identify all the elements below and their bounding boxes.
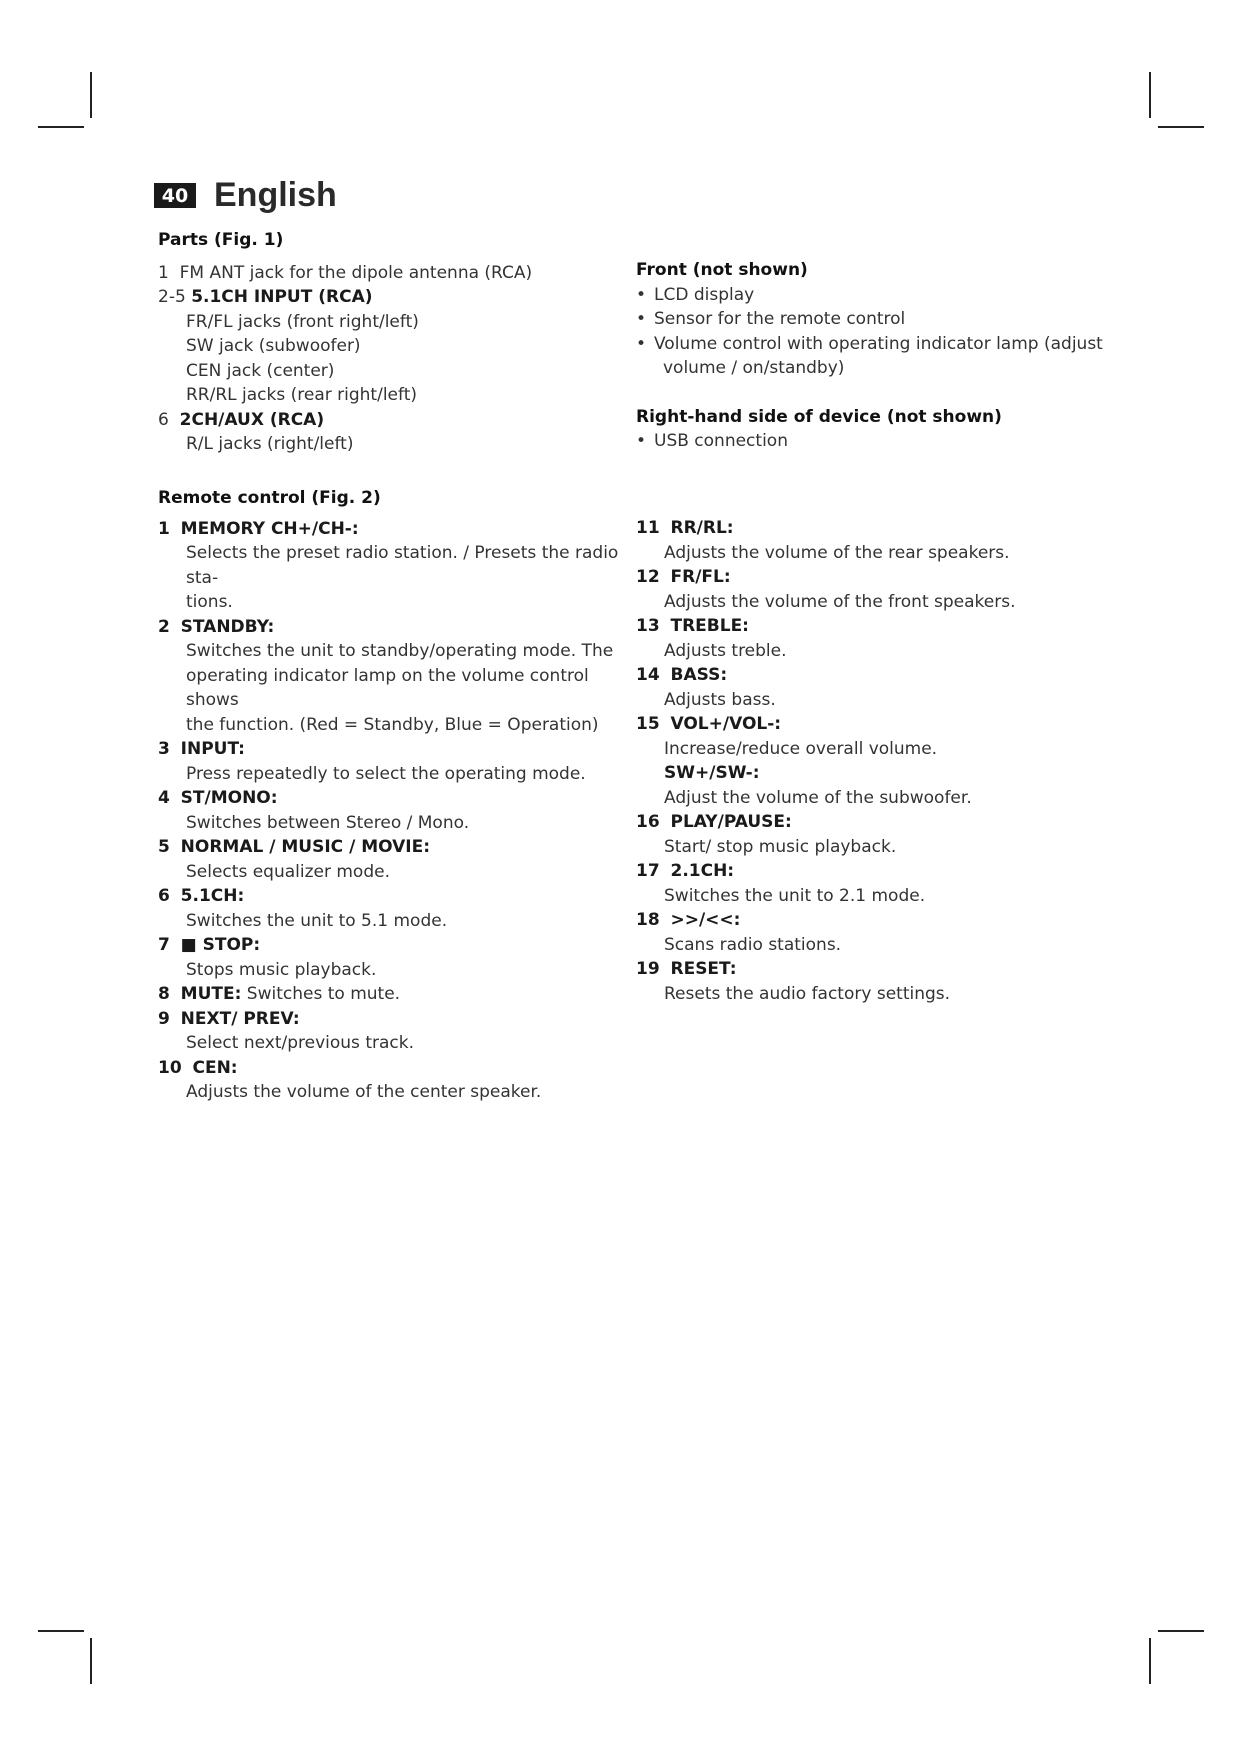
- page-title: English: [214, 176, 337, 214]
- remote-item: [158, 1007, 628, 1056]
- remote-item-number: 7: [158, 935, 170, 955]
- remote-item-desc: Switches the unit to 5.1 mode.: [186, 910, 448, 931]
- crop-mark: [1158, 126, 1204, 128]
- remote-item-label: 5.1CH:: [180, 886, 245, 906]
- remote-item-number: 16: [636, 812, 660, 832]
- crop-mark: [38, 1630, 84, 1632]
- remote-item-head: [158, 786, 628, 811]
- list-item: • Volume control with operating indicator lamp (adjust: [636, 333, 1103, 354]
- remote-item-label: NEXT/ PREV:: [180, 1008, 300, 1029]
- remote-item: [636, 810, 1106, 859]
- crop-mark: [90, 72, 92, 118]
- remote-item: [158, 737, 628, 786]
- remote-item: [636, 761, 1106, 810]
- remote-item-head: [158, 982, 628, 1007]
- remote-item-number: 17: [636, 861, 660, 881]
- remote-item-desc: Increase/reduce overall volume.: [664, 738, 938, 759]
- remote-item-number: 4: [158, 788, 170, 808]
- remote-title: Remote control (Fig. 2): [158, 488, 381, 508]
- crop-mark: [1158, 1630, 1204, 1632]
- remote-item-label: MUTE:: [180, 984, 242, 1004]
- remote-item-number: 19: [636, 959, 660, 979]
- remote-item-head: [636, 908, 1106, 933]
- remote-item: [636, 614, 1106, 663]
- remote-item-label: INPUT:: [180, 739, 245, 759]
- remote-item-label: SW+/SW-:: [664, 763, 760, 783]
- remote-item-number: 11: [636, 518, 660, 538]
- remote-item-number: 5: [158, 837, 170, 857]
- parts-sub: RR/RL jacks (rear right/left): [186, 385, 417, 405]
- remote-item: [158, 884, 628, 933]
- remote-item-head: [636, 614, 1106, 639]
- remote-item-number: 6: [158, 886, 170, 906]
- remote-item-desc: operating indicator lamp on the volume control shows: [186, 665, 589, 710]
- remote-item-desc: Adjust the volume of the subwoofer.: [664, 787, 972, 808]
- remote-item-head: [636, 516, 1106, 541]
- crop-mark: [38, 126, 84, 128]
- remote-item-number: 18: [636, 910, 660, 930]
- remote-item-desc: Switches the unit to 2.1 mode.: [664, 885, 926, 906]
- remote-item-head: [158, 737, 628, 762]
- list-item-cont: volume / on/standby): [663, 358, 845, 378]
- remote-item: [636, 712, 1106, 761]
- remote-item-desc: Stops music playback.: [186, 959, 377, 980]
- remote-item-number: 15: [636, 714, 660, 734]
- remote-item: [158, 1056, 628, 1105]
- remote-item-label: ■ STOP:: [180, 935, 261, 955]
- remote-item-label: RESET:: [670, 959, 737, 979]
- remote-item-label: STANDBY:: [180, 616, 275, 637]
- remote-item-desc: Adjusts bass.: [664, 689, 776, 710]
- remote-item-label: BASS:: [670, 665, 728, 685]
- list-item: • Sensor for the remote control: [636, 309, 906, 329]
- remote-item-head: [636, 663, 1106, 688]
- parts-item-2: 2-5 5.1CH INPUT (RCA): [158, 287, 373, 307]
- parts-item-6: 6 2CH/AUX (RCA): [158, 409, 325, 430]
- remote-item-label: PLAY/PAUSE:: [670, 812, 792, 832]
- parts-sub: CEN jack (center): [186, 360, 335, 381]
- parts-sub: FR/FL jacks (front right/left): [186, 311, 419, 332]
- page-number: 40: [154, 183, 196, 208]
- remote-item-number: 12: [636, 567, 660, 587]
- front-title: Front (not shown): [636, 260, 808, 280]
- remote-item: [636, 565, 1106, 614]
- remote-item-head: [158, 933, 628, 958]
- remote-item-number: 9: [158, 1008, 170, 1029]
- remote-item-head: [158, 835, 628, 860]
- parts-title: Parts (Fig. 1): [158, 230, 284, 250]
- remote-item-desc: Switches to mute.: [246, 984, 401, 1004]
- front-section: [636, 258, 1106, 454]
- remote-item-head: [636, 761, 1106, 786]
- crop-mark: [90, 1638, 92, 1684]
- remote-item-desc: Adjusts the volume of the rear speakers.: [664, 542, 1010, 563]
- remote-item-head: [636, 565, 1106, 590]
- remote-item-number: 14: [636, 665, 660, 685]
- remote-item-label: VOL+/VOL-:: [670, 714, 782, 734]
- remote-item-number: 2: [158, 616, 170, 637]
- remote-item-desc: Resets the audio factory settings.: [664, 983, 951, 1004]
- remote-item-label: CEN:: [192, 1057, 238, 1078]
- remote-item-number: 10: [158, 1057, 182, 1078]
- remote-item-label: TREBLE:: [670, 616, 749, 636]
- remote-item-number: 8: [158, 984, 170, 1004]
- remote-item-desc: Selects equalizer mode.: [186, 861, 390, 882]
- remote-item-head: [636, 712, 1106, 737]
- remote-item-label: >>/<<:: [670, 910, 741, 930]
- remote-item: [636, 663, 1106, 712]
- parts-section: [158, 228, 628, 457]
- remote-item-desc: Adjusts the volume of the front speakers.: [664, 591, 1016, 612]
- page-header: [154, 176, 337, 215]
- remote-item-label: NORMAL / MUSIC / MOVIE:: [180, 837, 430, 857]
- parts-sub: R/L jacks (right/left): [186, 434, 354, 454]
- remote-item-number: 1: [158, 518, 170, 539]
- remote-item-label: MEMORY CH+/CH-:: [180, 518, 359, 539]
- remote-item: [158, 982, 628, 1007]
- remote-item-head: [636, 810, 1106, 835]
- list-item: • USB connection: [636, 431, 788, 451]
- remote-item-desc: Switches the unit to standby/operating mode. The: [186, 641, 614, 661]
- remote-item-label: RR/RL:: [670, 518, 734, 538]
- remote-item-label: ST/MONO:: [180, 788, 278, 808]
- remote-item-desc: Press repeatedly to select the operating mode.: [186, 763, 586, 784]
- remote-item: [636, 908, 1106, 957]
- parts-sub: SW jack (subwoofer): [186, 336, 361, 356]
- remote-item-desc: Switches between Stereo / Mono.: [186, 812, 470, 833]
- remote-item: [158, 786, 628, 835]
- remote-item-desc: Selects the preset radio station. / Presets the radio sta-: [186, 543, 619, 588]
- remote-item-number: 13: [636, 616, 660, 636]
- remote-item: [636, 516, 1106, 565]
- remote-item-desc: Start/ stop music playback.: [664, 836, 897, 857]
- right-side-title: Right-hand side of device (not shown): [636, 406, 1002, 427]
- remote-item-head: [158, 615, 628, 640]
- list-item: • LCD display: [636, 284, 755, 305]
- remote-item-desc: the function. (Red = Standby, Blue = Operation): [186, 714, 599, 735]
- remote-item-desc: Select next/previous track.: [186, 1033, 414, 1053]
- remote-section-left: [158, 486, 628, 1105]
- remote-item-head: [158, 1056, 628, 1081]
- remote-item-desc: Adjusts treble.: [664, 640, 787, 661]
- remote-item: [158, 933, 628, 982]
- remote-item-head: [636, 957, 1106, 982]
- remote-item-head: [158, 517, 628, 542]
- crop-mark: [1149, 1638, 1151, 1684]
- remote-item-desc: tions.: [186, 592, 233, 612]
- remote-item-head: [636, 859, 1106, 884]
- remote-item-head: [158, 1007, 628, 1032]
- remote-item: [158, 517, 628, 615]
- remote-section-right: [636, 516, 1106, 1006]
- remote-item-head: [158, 884, 628, 909]
- remote-item-number: 3: [158, 739, 170, 759]
- remote-item-desc: Scans radio stations.: [664, 934, 842, 955]
- remote-item-desc: Adjusts the volume of the center speaker.: [186, 1082, 542, 1102]
- remote-item: [158, 835, 628, 884]
- remote-item-label: 2.1CH:: [670, 861, 735, 881]
- crop-mark: [1149, 72, 1151, 118]
- remote-item: [636, 957, 1106, 1006]
- remote-item: [158, 615, 628, 738]
- remote-item-label: FR/FL:: [670, 567, 731, 587]
- parts-item-1: 1 FM ANT jack for the dipole antenna (RCA): [158, 262, 533, 283]
- remote-item: [636, 859, 1106, 908]
